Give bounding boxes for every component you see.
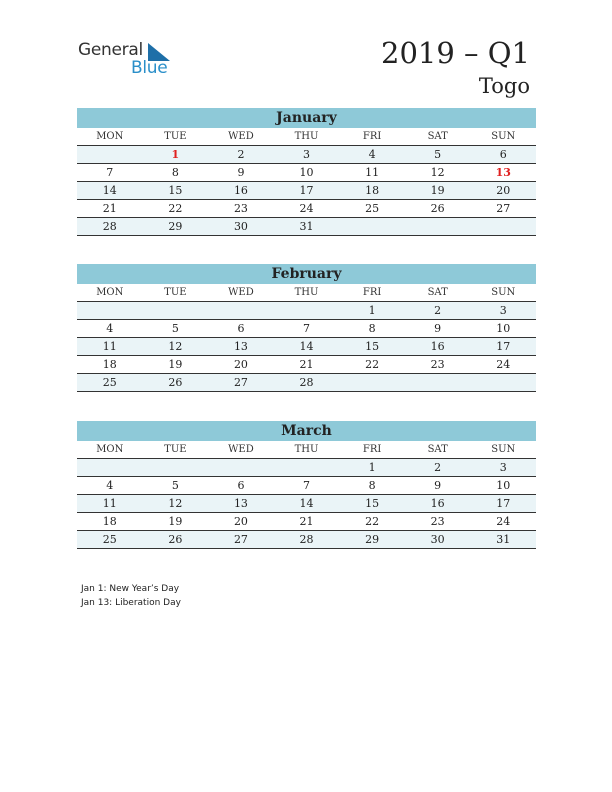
day-cell: 3 — [499, 461, 507, 474]
day-cell: 22 — [365, 515, 380, 528]
day-cell: 18 — [102, 358, 117, 371]
day-cell: 27 — [233, 376, 248, 389]
day-cell: 3 — [499, 304, 507, 317]
page-title: 2019 – Q1 — [381, 36, 530, 70]
day-cell: 4 — [106, 479, 114, 492]
day-cell: 25 — [365, 202, 380, 215]
day-cell: 19 — [430, 184, 445, 197]
weekday-label: WED — [228, 444, 254, 455]
day-cell: 23 — [430, 358, 445, 371]
day-cell: 17 — [299, 184, 314, 197]
day-cell: 2 — [434, 461, 442, 474]
day-cell: 26 — [168, 533, 183, 546]
day-cell: 21 — [299, 358, 314, 371]
day-cell: 15 — [168, 184, 183, 197]
day-cell: 26 — [430, 202, 445, 215]
day-cell: 13 — [495, 166, 511, 179]
day-cell: 30 — [233, 220, 248, 233]
day-cell: 6 — [499, 148, 507, 161]
weekday-header-row — [77, 441, 536, 459]
day-cell — [339, 374, 405, 391]
week-row — [77, 146, 536, 164]
month-name: March — [77, 421, 536, 441]
day-cell: 18 — [102, 515, 117, 528]
day-cell: 24 — [496, 358, 511, 371]
week-row — [77, 513, 536, 531]
day-cell: 16 — [430, 497, 445, 510]
week-row — [77, 164, 536, 182]
day-cell: 8 — [368, 479, 376, 492]
day-cell — [274, 459, 340, 476]
day-cell — [77, 302, 143, 319]
day-cell — [405, 218, 471, 235]
day-cell: 16 — [233, 184, 248, 197]
week-row — [77, 495, 536, 513]
day-cell: 22 — [365, 358, 380, 371]
day-cell: 27 — [233, 533, 248, 546]
day-cell: 14 — [299, 497, 314, 510]
weekday-label: MON — [96, 131, 124, 142]
day-cell: 7 — [303, 479, 311, 492]
day-cell: 26 — [168, 376, 183, 389]
day-cell — [77, 146, 143, 163]
weekday-label: FRI — [362, 131, 382, 142]
day-cell: 29 — [168, 220, 183, 233]
day-cell: 17 — [496, 340, 511, 353]
day-cell: 19 — [168, 515, 183, 528]
week-row — [77, 302, 536, 320]
month-calendar-february — [77, 264, 536, 392]
weekday-label: THU — [294, 131, 319, 142]
month-name: February — [77, 264, 536, 284]
day-cell — [405, 374, 471, 391]
weekday-label: TUE — [164, 444, 187, 455]
week-row — [77, 200, 536, 218]
day-cell — [470, 218, 536, 235]
day-cell: 7 — [106, 166, 114, 179]
day-cell: 4 — [368, 148, 376, 161]
day-cell: 10 — [299, 166, 314, 179]
week-row — [77, 531, 536, 549]
day-cell: 29 — [365, 533, 380, 546]
month-name: January — [77, 108, 536, 128]
weekday-label: WED — [228, 131, 254, 142]
day-cell — [339, 218, 405, 235]
day-cell: 14 — [102, 184, 117, 197]
weekday-label: MON — [96, 287, 124, 298]
day-cell: 12 — [168, 497, 183, 510]
day-cell — [143, 302, 209, 319]
day-cell: 14 — [299, 340, 314, 353]
day-cell: 28 — [299, 533, 314, 546]
day-cell: 20 — [496, 184, 511, 197]
month-calendar-january — [77, 108, 536, 236]
day-cell: 25 — [102, 376, 117, 389]
day-cell: 11 — [102, 497, 117, 510]
weekday-label: SUN — [491, 287, 516, 298]
day-cell: 25 — [102, 533, 117, 546]
weekday-label: TUE — [164, 131, 187, 142]
day-cell: 31 — [496, 533, 511, 546]
day-cell — [143, 459, 209, 476]
weekday-header-row — [77, 128, 536, 146]
day-cell: 5 — [171, 479, 179, 492]
weekday-label: SAT — [427, 287, 448, 298]
day-cell: 1 — [368, 304, 376, 317]
day-cell: 18 — [365, 184, 380, 197]
day-cell: 9 — [434, 479, 442, 492]
logo — [78, 40, 178, 80]
day-cell — [77, 459, 143, 476]
weekday-label: FRI — [362, 444, 382, 455]
day-cell: 2 — [237, 148, 245, 161]
day-cell: 17 — [496, 497, 511, 510]
day-cell: 9 — [237, 166, 245, 179]
weekday-label: SUN — [491, 131, 516, 142]
week-row — [77, 459, 536, 477]
day-cell: 15 — [365, 340, 380, 353]
week-row — [77, 477, 536, 495]
weekday-label: THU — [294, 444, 319, 455]
day-cell: 13 — [233, 340, 248, 353]
weekday-label: SAT — [427, 131, 448, 142]
week-row — [77, 356, 536, 374]
day-cell: 1 — [171, 148, 180, 161]
holiday-note: Jan 1: New Year’s Day — [81, 584, 180, 594]
day-cell: 19 — [168, 358, 183, 371]
day-cell: 28 — [102, 220, 117, 233]
day-cell: 3 — [303, 148, 311, 161]
weekday-label: FRI — [362, 287, 382, 298]
week-row — [77, 182, 536, 200]
day-cell: 24 — [496, 515, 511, 528]
weekday-label: SUN — [491, 444, 516, 455]
day-cell: 11 — [102, 340, 117, 353]
weekday-header-row — [77, 284, 536, 302]
country-name: Togo — [478, 74, 530, 98]
day-cell: 15 — [365, 497, 380, 510]
day-cell: 28 — [299, 376, 314, 389]
week-row — [77, 374, 536, 392]
day-cell: 22 — [168, 202, 183, 215]
day-cell: 5 — [171, 322, 179, 335]
week-row — [77, 218, 536, 236]
week-row — [77, 320, 536, 338]
day-cell: 13 — [233, 497, 248, 510]
day-cell: 8 — [368, 322, 376, 335]
logo-general-text: General — [78, 40, 143, 60]
day-cell: 21 — [299, 515, 314, 528]
day-cell: 1 — [368, 461, 376, 474]
day-cell: 21 — [102, 202, 117, 215]
day-cell: 5 — [434, 148, 442, 161]
month-calendar-march — [77, 421, 536, 549]
weekday-label: THU — [294, 287, 319, 298]
day-cell: 6 — [237, 322, 245, 335]
day-cell: 9 — [434, 322, 442, 335]
day-cell — [208, 302, 274, 319]
weekday-label: SAT — [427, 444, 448, 455]
day-cell: 27 — [496, 202, 511, 215]
day-cell: 12 — [168, 340, 183, 353]
holiday-notes — [81, 582, 181, 610]
day-cell: 11 — [365, 166, 380, 179]
day-cell: 4 — [106, 322, 114, 335]
day-cell: 24 — [299, 202, 314, 215]
day-cell: 10 — [496, 479, 511, 492]
day-cell: 7 — [303, 322, 311, 335]
day-cell: 20 — [233, 358, 248, 371]
holiday-note: Jan 13: Liberation Day — [81, 598, 181, 608]
day-cell: 6 — [237, 479, 245, 492]
day-cell — [208, 459, 274, 476]
day-cell: 23 — [233, 202, 248, 215]
day-cell — [274, 302, 340, 319]
day-cell: 10 — [496, 322, 511, 335]
day-cell: 8 — [171, 166, 179, 179]
day-cell: 31 — [299, 220, 314, 233]
weekday-label: WED — [228, 287, 254, 298]
day-cell: 23 — [430, 515, 445, 528]
weekday-label: MON — [96, 444, 124, 455]
logo-blue-text: Blue — [131, 58, 168, 78]
day-cell: 30 — [430, 533, 445, 546]
day-cell: 2 — [434, 304, 442, 317]
day-cell: 20 — [233, 515, 248, 528]
day-cell: 12 — [430, 166, 445, 179]
weekday-label: TUE — [164, 287, 187, 298]
day-cell — [470, 374, 536, 391]
day-cell: 16 — [430, 340, 445, 353]
week-row — [77, 338, 536, 356]
